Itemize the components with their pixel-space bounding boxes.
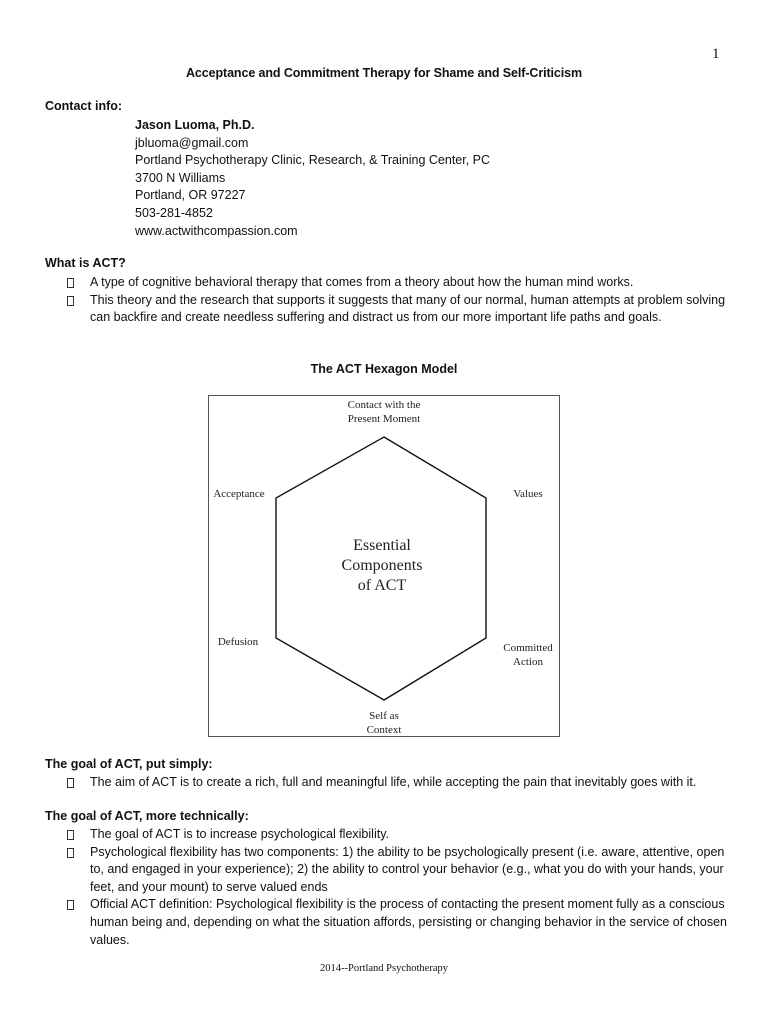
contact-city: Portland, OR 97227 — [135, 188, 246, 203]
contact-heading: Contact info: — [45, 99, 123, 113]
contact-name: Jason Luoma, Ph.D. — [135, 118, 255, 132]
goal-simple-heading: The goal of ACT, put simply: — [45, 757, 213, 771]
contact-website: www.actwithcompassion.com — [135, 223, 298, 238]
label-self-as-context-2: Context — [366, 724, 402, 736]
bullet-box-icon — [67, 296, 74, 306]
label-committed-action-2: Action — [513, 656, 543, 668]
contact-phone: 503-281-4852 — [135, 205, 213, 220]
bullet-box-icon — [67, 278, 74, 288]
bullet-box-icon — [67, 778, 74, 788]
list-item — [67, 896, 727, 949]
list-item — [67, 274, 727, 292]
label-defusion: Defusion — [217, 636, 259, 648]
bullet-text: A type of cognitive behavioral therapy that comes from a theory about how the human mind works. — [90, 275, 634, 289]
bullet-text: This theory and the research that supports it suggests that many of our normal, human attempts at problem solving can backfire and create needless suffering and distract us from our more important life paths and goals. — [90, 292, 726, 325]
center-label-1: Essential — [353, 537, 411, 554]
bullet-text: The goal of ACT is to increase psychological flexibility. — [90, 827, 389, 841]
what-is-act-list — [67, 274, 727, 327]
contact-email: jbluoma@gmail.com — [135, 135, 249, 150]
contact-organization: Portland Psychotherapy Clinic, Research, & Training Center, PC — [135, 153, 491, 168]
list-item — [67, 292, 727, 327]
goal-simple-list — [67, 774, 727, 792]
bullet-box-icon — [67, 830, 74, 840]
label-self-as-context-1: Self as — [369, 710, 399, 722]
label-present-moment-1: Contact with the — [347, 399, 421, 411]
label-present-moment-2: Present Moment — [347, 413, 421, 425]
document-title: Acceptance and Commitment Therapy for Shame and Self-Criticism — [186, 66, 582, 80]
what-is-act-heading: What is ACT? — [45, 256, 126, 270]
goal-technical-list — [67, 826, 727, 949]
contact-block — [135, 117, 490, 240]
list-item — [67, 826, 727, 844]
bullet-text: The aim of ACT is to create a rich, full and meaningful life, while accepting the pain that inevitably goes with it. — [90, 775, 697, 789]
page-number: 1 — [712, 46, 720, 62]
bullet-box-icon — [67, 900, 74, 910]
center-label-2: Components — [341, 557, 423, 574]
list-item — [67, 774, 727, 792]
label-committed-action-1: Committed — [503, 642, 553, 654]
bullet-text: Official ACT definition: Psychological flexibility is the process of contacting the present moment fully as a conscious human being and, depending on what the situation affords, persisting or changing behavior in the service of chosen values. — [90, 897, 727, 947]
label-acceptance: Acceptance — [213, 488, 265, 500]
page-footer: 2014--Portland Psychotherapy — [319, 963, 449, 974]
goal-technical-heading: The goal of ACT, more technically: — [45, 809, 249, 823]
list-item — [67, 844, 727, 897]
hexagon-title: The ACT Hexagon Model — [310, 362, 458, 376]
bullet-text: Psychological flexibility has two components: 1) the ability to be psychologically present (i.e. aware, attentive, open to, and engaged in your experience); 2) the ability to control your behavior (e.g., what you do with your hands, your feet, and your mount) to serve valued ends — [90, 844, 725, 894]
contact-street: 3700 N Williams — [135, 170, 226, 185]
center-label-3: of ACT — [357, 577, 407, 594]
act-hexagon-diagram — [208, 395, 560, 737]
label-values: Values — [513, 488, 543, 500]
bullet-box-icon — [67, 848, 74, 858]
